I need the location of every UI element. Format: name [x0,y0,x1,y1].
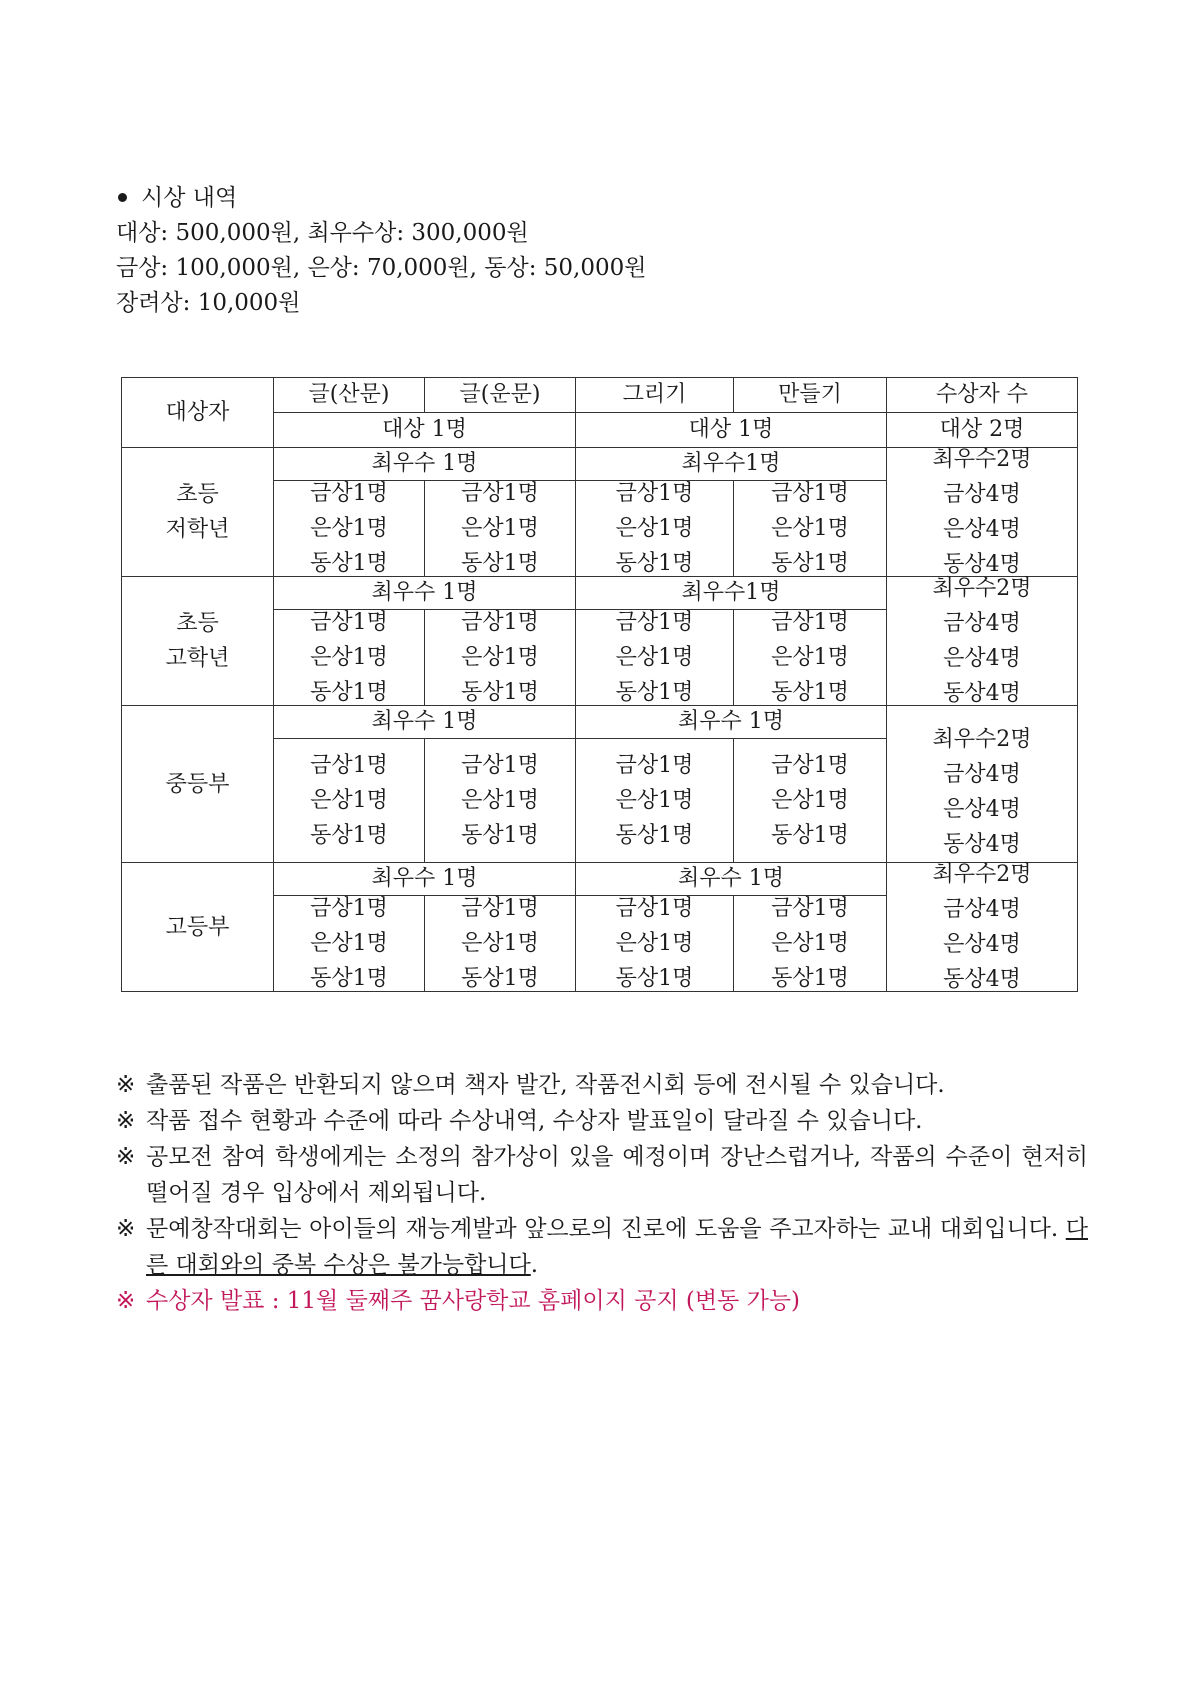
prize-line: 동상1명 [310,966,388,991]
count-line: 금상4명 [943,482,1021,507]
prize-cell-prose [274,739,425,863]
art-top-prize: 최우수1명 [576,448,887,481]
count-line: 동상4명 [943,681,1021,706]
prize-line: 동상1명 [771,551,849,576]
writing-top-prize: 최우수 1명 [274,863,576,896]
prize-line: 은상1명 [615,931,694,956]
art-top-prize: 최우수1명 [576,577,887,610]
prize-line: 동상1명 [771,680,849,705]
prize-line: 금상1명 [461,896,539,921]
prize-line: 은상1명 [461,788,539,813]
prize-cell-making [734,739,887,863]
prize-cell-drawing [576,739,734,863]
prize-line: 동상1명 [771,823,849,848]
prize-line: 동상1명 [771,966,849,991]
group-name-line: 중등부 [165,771,230,797]
prize-line: 금상1명 [771,753,849,778]
prize-cell-verse [425,610,576,706]
group-count [887,577,1078,706]
prize-line: 금상1명 [461,753,539,778]
prize-line: 금상1명 [310,896,388,921]
prize-cell-making [734,481,887,577]
announcement-text: 수상자 발표 : 11월 둘째주 꿈사랑학교 홈페이지 공지 (변동 가능) [146,1288,800,1314]
prize-cell-drawing [576,481,734,577]
bullet-icon [118,193,127,202]
prize-line: 금상1명 [615,896,694,921]
prize-line: 동상1명 [615,966,694,991]
reference-mark: ※ [116,1288,136,1314]
prize-line: 금상1명 [615,610,694,635]
prize-line: 은상1명 [771,645,849,670]
group-count [887,863,1078,992]
writing-top-prize: 최우수 1명 [274,706,576,739]
prize-cell-prose [274,896,425,992]
prize-line: 금상1명 [771,610,849,635]
prize-cell-verse [425,481,576,577]
note-item: ※ 작품 접수 현황과 수준에 따라 수상내역, 수상자 발표일이 달라질 수 있습니다. [116,1103,1088,1139]
count-line: 최우수2명 [932,447,1032,472]
header-drawing: 그리기 [576,378,734,413]
count-line: 은상4명 [943,797,1021,822]
count-line: 동상4명 [943,552,1021,577]
group-name-line: 초등 [176,482,219,507]
count-line: 최우수2명 [932,727,1032,752]
prize-line: 금상1명 [310,481,388,506]
count-line: 금상4명 [943,762,1021,787]
prize-cell-making [734,610,887,706]
awards-line: 금상: 100,000원, 은상: 70,000원, 동상: 50,000원 [116,255,647,281]
notes-section [116,1067,1088,1319]
prize-line: 은상1명 [771,516,849,541]
awards-section [116,181,646,321]
reference-mark: ※ [116,1072,136,1098]
prize-table [121,377,1078,992]
header-count: 수상자 수 [887,378,1078,413]
prize-line: 동상1명 [310,551,388,576]
group-name [122,448,274,577]
prize-line: 은상1명 [310,931,388,956]
prize-cell-prose [274,481,425,577]
group-name-line: 고학년 [165,646,230,671]
count-line: 금상4명 [943,897,1021,922]
writing-top-prize: 최우수 1명 [274,577,576,610]
prize-line: 은상1명 [461,645,539,670]
prize-line: 동상1명 [615,823,694,848]
prize-cell-drawing [576,610,734,706]
awards-heading: 시상 내역 [116,181,646,216]
prize-line: 금상1명 [461,481,539,506]
group-name-line: 저학년 [165,517,230,542]
grand-writing: 대상 1명 [274,413,576,448]
count-line: 은상4명 [943,932,1021,957]
prize-line: 동상1명 [461,966,539,991]
prize-cell-prose [274,610,425,706]
prize-line: 은상1명 [771,788,849,813]
art-top-prize: 최우수 1명 [576,863,887,896]
count-line: 은상4명 [943,646,1021,671]
reference-mark: ※ [116,1216,136,1242]
awards-line: 장려상: 10,000원 [116,290,301,316]
prize-cell-verse [425,739,576,863]
prize-cell-making [734,896,887,992]
prize-line: 동상1명 [310,823,388,848]
prize-line: 은상1명 [310,788,388,813]
reference-mark: ※ [116,1144,136,1170]
prize-line: 동상1명 [461,823,539,848]
count-line: 동상4명 [943,967,1021,992]
grand-count: 대상 2명 [887,413,1078,448]
count-line: 동상4명 [943,832,1021,857]
group-name-line: 고등부 [165,914,230,940]
group-count [887,706,1078,863]
prize-line: 은상1명 [310,645,388,670]
underlined-notice: 다른 대회와의 중복 수상은 불가능합니다 [146,1216,1088,1278]
prize-cell-verse [425,896,576,992]
header-target: 대상자 [122,378,274,448]
prize-line: 금상1명 [771,896,849,921]
prize-line: 은상1명 [461,516,539,541]
prize-line: 금상1명 [310,753,388,778]
awards-line: 대상: 500,000원, 최우수상: 300,000원 [116,220,529,246]
header-making: 만들기 [734,378,887,413]
prize-line: 금상1명 [310,610,388,635]
header-verse: 글(운문) [425,378,576,413]
group-name [122,863,274,992]
prize-line: 동상1명 [461,551,539,576]
count-line: 금상4명 [943,611,1021,636]
header-prose: 글(산문) [274,378,425,413]
prize-line: 금상1명 [771,481,849,506]
prize-line: 은상1명 [771,931,849,956]
prize-line: 은상1명 [310,516,388,541]
prize-line: 금상1명 [461,610,539,635]
group-name [122,706,274,863]
prize-line: 은상1명 [615,516,694,541]
grand-art: 대상 1명 [576,413,887,448]
prize-line: 은상1명 [461,931,539,956]
group-name-line: 초등 [176,611,219,636]
prize-line: 은상1명 [615,645,694,670]
note-item: ※ 출품된 작품은 반환되지 않으며 책자 발간, 작품전시회 등에 전시될 수 있습니다. [116,1067,1088,1103]
writing-top-prize: 최우수 1명 [274,448,576,481]
reference-mark: ※ [116,1108,136,1134]
prize-line: 동상1명 [461,680,539,705]
prize-cell-drawing [576,896,734,992]
note-item: ※ 공모전 참여 학생에게는 소정의 참가상이 있을 예정이며 장난스럽거나, 작품의 수준이 현저히 떨어질 경우 입상에서 제외됩니다. [116,1139,1088,1211]
note-item: ※ 문예창작대회는 아이들의 재능계발과 앞으로의 진로에 도움을 주고자하는 교내 대회입니다. 다른 대회와의 중복 수상은 불가능합니다. [116,1211,1088,1283]
prize-line: 금상1명 [615,481,694,506]
header-row [122,378,1078,413]
group-count [887,448,1078,577]
count-line: 최우수2명 [932,862,1032,887]
prize-line: 동상1명 [310,680,388,705]
prize-line: 은상1명 [615,788,694,813]
art-top-prize: 최우수 1명 [576,706,887,739]
prize-line: 금상1명 [615,753,694,778]
prize-line: 동상1명 [615,680,694,705]
count-line: 은상4명 [943,517,1021,542]
announcement-note [116,1283,1088,1319]
prize-line: 동상1명 [615,551,694,576]
count-line: 최우수2명 [932,576,1032,601]
group-name [122,577,274,706]
